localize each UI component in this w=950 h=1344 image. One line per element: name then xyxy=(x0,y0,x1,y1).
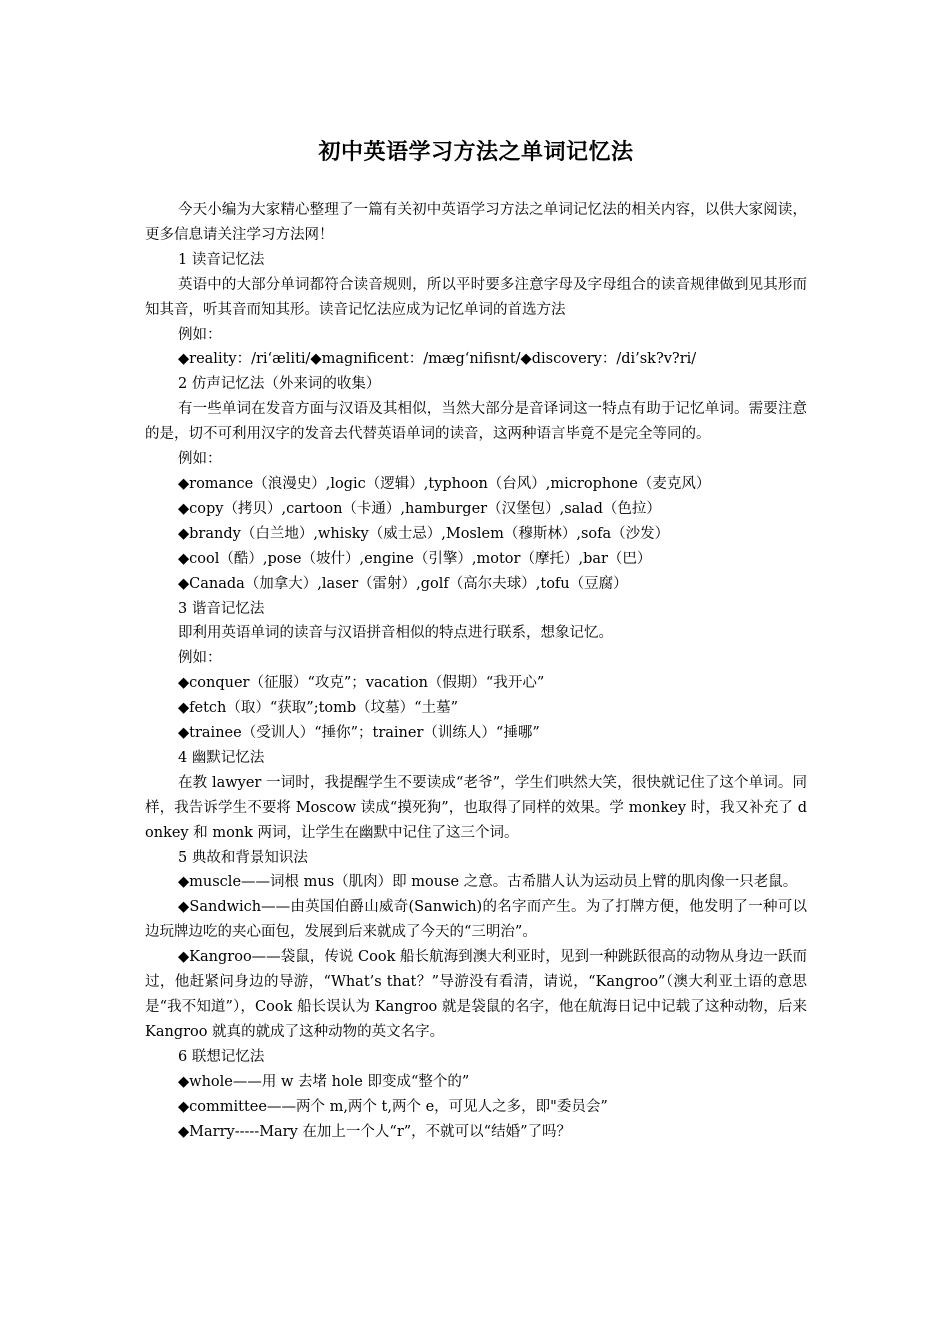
intro-paragraph: 今天小编为大家精心整理了一篇有关初中英语学习方法之单词记忆法的相关内容，以供大家阅读，更多信息请关注学习方法网！ xyxy=(145,202,807,243)
example-item: ◆brandy（白兰地）,whisky（威士忌）,Moslem（穆斯林）,sofa（沙发） xyxy=(178,525,670,542)
example-item: ◆conquer（征服）“攻克”；vacation（假期）“我开心” xyxy=(178,675,545,692)
section-heading-2: 2 仿声记忆法（外来词的收集） xyxy=(178,376,381,393)
document-title: 初中英语学习方法之单词记忆法 xyxy=(318,139,634,165)
example-item: ◆trainee（受训人）“捶你”；trainer（训练人）“捶哪” xyxy=(178,725,540,742)
example-item: ◆cool（酷）,pose（坡什）,engine（引擎）,motor（摩托）,bar（巴） xyxy=(178,550,652,567)
example-item: ◆Canada（加拿大）,laser（雷射）,golf（高尔夫球）,tofu（豆腐） xyxy=(178,575,628,592)
paragraph: 有一些单词在发音方面与汉语及其相似，当然大部分是音译词这一特点有助于记忆单词。需要注意的是，切不可利用汉字的发音去代替英语单词的读音，这两种语言毕竟不是完全等同的。 xyxy=(145,401,807,443)
example-item: ◆copy（拷贝）,cartoon（卡通）,hamburger（汉堡包）,salad（色拉） xyxy=(178,500,661,517)
document-body xyxy=(145,198,807,1144)
section-heading-6: 6 联想记忆法 xyxy=(178,1048,265,1065)
example-item: ◆reality：/ri‘æliti/◆magnificent：/mæg‘nifisnt/◆discovery：/di’sk?v?ri/ xyxy=(178,351,697,368)
section-heading-4: 4 幽默记忆法 xyxy=(178,749,265,766)
example-item: ◆Sandwich——由英国伯爵山威奇(Sanwich)的名字而产生。为了打牌方便，他发明了一种可以边玩牌边吃的夹心面包，发展到后来就成了今天的“三明治”。 xyxy=(145,899,807,941)
example-item: ◆Marry-----Mary 在加上一个人“r”，不就可以“结婚”了吗？ xyxy=(178,1123,571,1140)
document-page xyxy=(145,0,807,1144)
paragraph: 在教 lawyer 一词时，我提醒学生不要读成“老爷”，学生们哄然大笑，很快就记住了这个单词。同样，我告诉学生不要将 Moscow 读成“摸死狗”，也取得了同样的效果。学 monkey 时，我又补充了 donkey 和 monk 两词，让学生在幽默中记住了这三个词。 xyxy=(145,774,807,841)
example-item: ◆committee——两个 m,两个 t,两个 e，可见人之多，即"委员会” xyxy=(178,1098,608,1115)
paragraph: 英语中的大部分单词都符合读音规则，所以平时要多注意字母及字母组合的读音规律做到见其形而知其音，听其音而知其形。读音记忆法应成为记忆单词的首选方法 xyxy=(145,276,807,318)
example-item: ◆fetch（取）“获取”;tomb（坟墓）“土墓” xyxy=(178,700,459,717)
example-item: ◆romance（浪漫史）,logic（逻辑）,typhoon（台风）,microphone（麦克风） xyxy=(178,475,711,492)
example-label: 例如： xyxy=(178,451,222,468)
section-heading-3: 3 谐音记忆法 xyxy=(178,600,265,617)
paragraph: 即利用英语单词的读音与汉语拼音相似的特点进行联系，想象记忆。 xyxy=(178,625,613,642)
example-item: ◆whole——用 w 去堵 hole 即变成“整个的” xyxy=(178,1073,470,1090)
example-item: ◆muscle——词根 mus（肌肉）即 mouse 之意。古希腊人认为运动员上臂的肌肉像一只老鼠。 xyxy=(178,874,798,891)
section-heading-5: 5 典故和背景知识法 xyxy=(178,849,308,866)
section-heading-1: 1 读音记忆法 xyxy=(178,251,265,268)
example-item: ◆Kangroo——袋鼠，传说 Cook 船长航海到澳大利亚时，见到一种跳跃很高的动物从身边一跃而过，他赶紧问身边的导游，“What’s that？”导游没有看清，请说，“Kangroo”（澳大利亚土语的意思是“我不知道”），Cook 船长误认为 Kangroo 就是袋鼠的名字，他在航海日记中记载了这种动物，后来 Kangroo 就真的就成了这种动物的英文名字。 xyxy=(145,949,807,1040)
example-label: 例如： xyxy=(178,326,222,343)
example-label: 例如： xyxy=(178,650,222,667)
